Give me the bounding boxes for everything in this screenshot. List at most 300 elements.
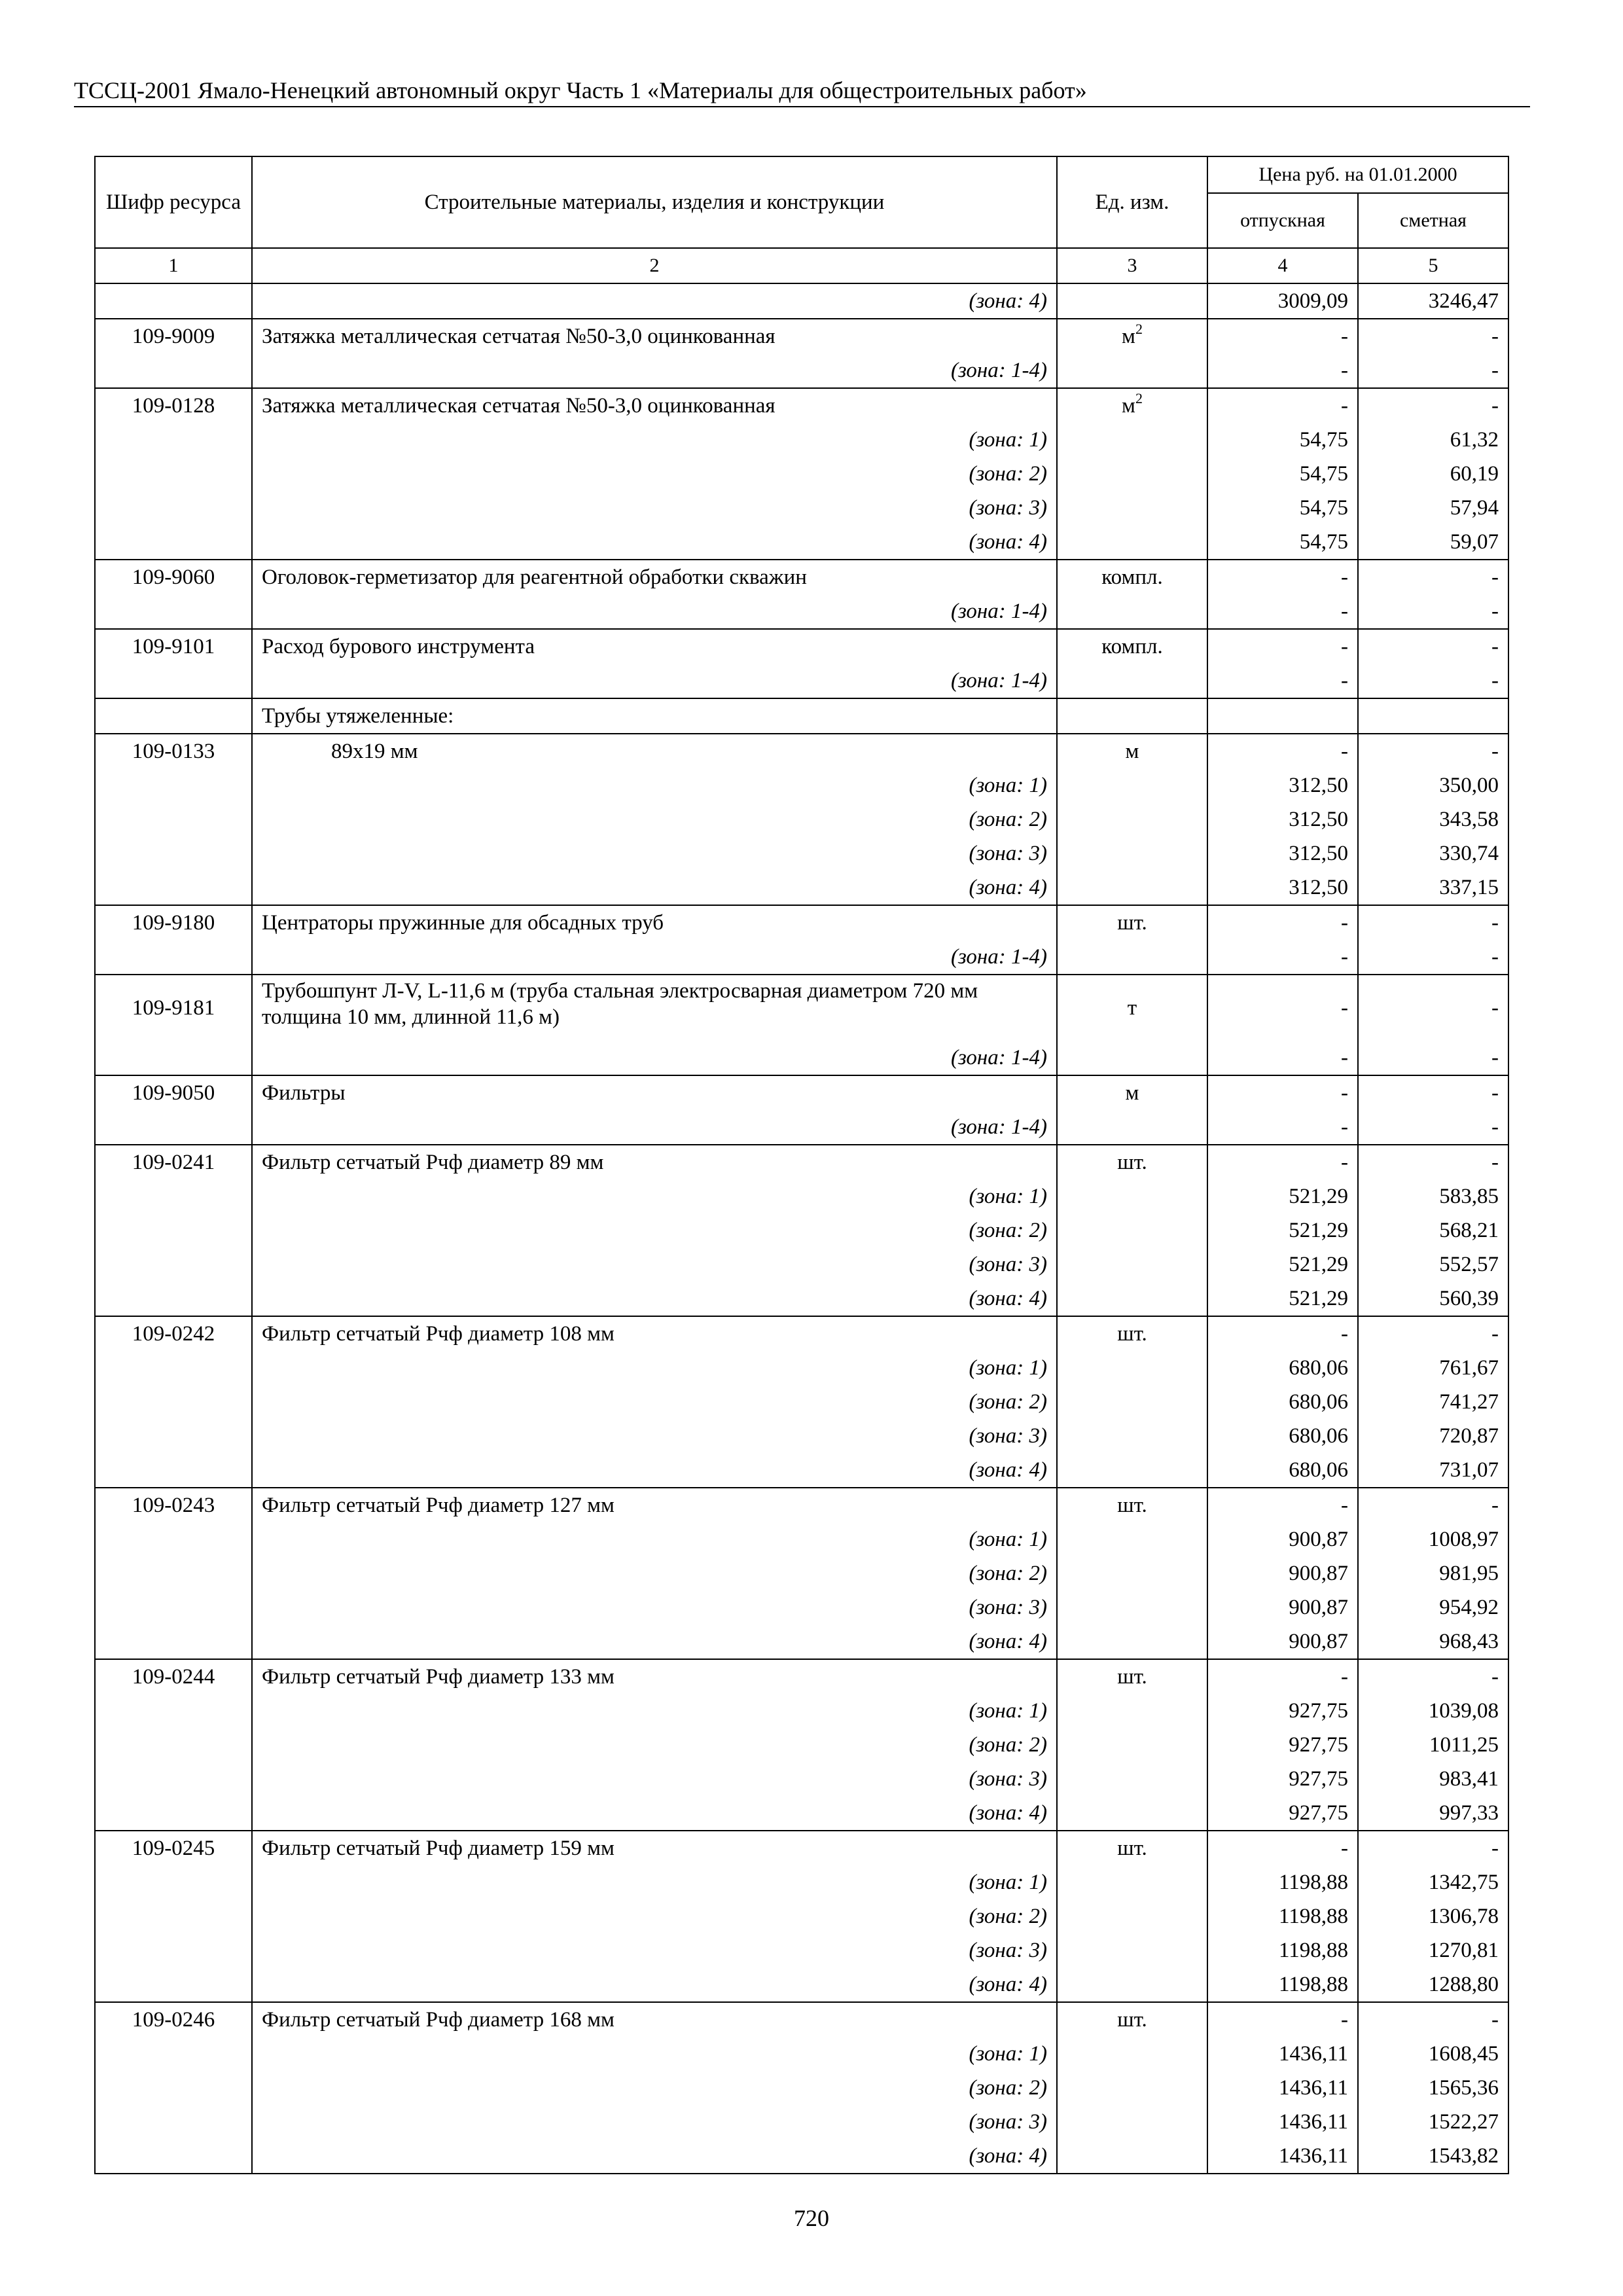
estimate-price: 1288,80	[1358, 1967, 1508, 2002]
unit-label: м	[1122, 325, 1135, 348]
resource-code-empty	[95, 1351, 252, 1385]
estimate-price: 1543,82	[1358, 2139, 1508, 2174]
zone-row	[95, 353, 1508, 388]
zone-row	[95, 1624, 1508, 1659]
unit-label: шт.	[1117, 1151, 1147, 1174]
zone-label: (зона: 1)	[252, 1351, 1057, 1385]
zone-row	[95, 1453, 1508, 1488]
table-row	[95, 1831, 1508, 1865]
resource-code-empty	[95, 1385, 252, 1419]
resource-code-empty	[95, 1967, 252, 2002]
page-header: ТССЦ-2001 Ямало-Ненецкий автономный округ Часть 1 «Материалы для общестроительных работ»	[74, 77, 1087, 103]
release-price: 54,75	[1207, 491, 1358, 525]
estimate-price: 59,07	[1358, 525, 1508, 560]
release-price: 312,50	[1207, 836, 1358, 870]
estimate-price: -	[1358, 664, 1508, 698]
estimate-price: 741,27	[1358, 1385, 1508, 1419]
release-price: 1198,88	[1207, 1933, 1358, 1967]
resource-code-empty	[95, 1213, 252, 1247]
unit-empty	[1057, 1728, 1207, 1762]
release-price: -	[1207, 664, 1358, 698]
resource-code-empty	[95, 1453, 252, 1488]
unit-empty	[1057, 2139, 1207, 2174]
unit-empty	[1057, 1351, 1207, 1385]
column-header-price-group: Цена руб. на 01.01.2000	[1207, 156, 1508, 193]
zone-row	[95, 1899, 1508, 1933]
resource-code: 109-0241	[95, 1145, 252, 1179]
estimate-price: -	[1358, 388, 1508, 423]
zone-label: (зона: 2)	[252, 1213, 1057, 1247]
estimate-price: -	[1358, 629, 1508, 664]
resource-code-empty	[95, 491, 252, 525]
estimate-price: 568,21	[1358, 1213, 1508, 1247]
zone-row	[95, 836, 1508, 870]
unit-empty	[1057, 1556, 1207, 1590]
estimate-price: 761,67	[1358, 1351, 1508, 1385]
release-price: 680,06	[1207, 1385, 1358, 1419]
resource-code-empty	[95, 1110, 252, 1145]
release-price: 900,87	[1207, 1522, 1358, 1556]
zone-row	[95, 1385, 1508, 1419]
unit-empty	[1057, 2037, 1207, 2071]
zone-row	[95, 491, 1508, 525]
unit-empty	[1057, 2071, 1207, 2105]
zone-label: (зона: 2)	[252, 1385, 1057, 1419]
resource-code	[95, 698, 252, 734]
price-table	[94, 156, 1509, 2174]
zone-label: (зона: 1-4)	[252, 940, 1057, 975]
zone-label: (зона: 1-4)	[252, 353, 1057, 388]
unit-cell	[1057, 319, 1207, 353]
estimate-price: 1039,08	[1358, 1694, 1508, 1728]
zone-row	[95, 940, 1508, 975]
resource-code: 109-0244	[95, 1659, 252, 1694]
table-row	[95, 975, 1508, 1041]
zone-row	[95, 1419, 1508, 1453]
material-name: Фильтры	[252, 1075, 1057, 1110]
release-price: -	[1207, 1659, 1358, 1694]
estimate-price: 583,85	[1358, 1179, 1508, 1213]
zone-row	[95, 1041, 1508, 1075]
unit-empty	[1057, 283, 1207, 319]
zone-label: (зона: 1)	[252, 1179, 1057, 1213]
resource-code-empty	[95, 768, 252, 802]
release-price: 312,50	[1207, 768, 1358, 802]
zone-row	[95, 1728, 1508, 1762]
estimate-price: 997,33	[1358, 1796, 1508, 1831]
release-price: 1198,88	[1207, 1865, 1358, 1899]
unit-empty	[1057, 525, 1207, 560]
estimate-price: 343,58	[1358, 802, 1508, 836]
zone-label: (зона: 1)	[252, 1522, 1057, 1556]
zone-row	[95, 1282, 1508, 1316]
zone-label: (зона: 4)	[252, 1624, 1057, 1659]
column-number: 4	[1207, 248, 1358, 283]
resource-code-empty	[95, 1865, 252, 1899]
zone-label: (зона: 4)	[252, 283, 1057, 319]
column-header-estimate: сметная	[1358, 193, 1508, 248]
unit-superscript: 2	[1135, 321, 1143, 337]
release-price: 521,29	[1207, 1247, 1358, 1282]
zone-row	[95, 1522, 1508, 1556]
resource-code-empty	[95, 1419, 252, 1453]
zone-label: (зона: 2)	[252, 1728, 1057, 1762]
zone-label: (зона: 1)	[252, 423, 1057, 457]
unit-empty	[1057, 1694, 1207, 1728]
release-price: -	[1207, 1145, 1358, 1179]
estimate-price: -	[1358, 905, 1508, 940]
resource-code-empty	[95, 283, 252, 319]
table-row	[95, 2002, 1508, 2037]
release-price: 680,06	[1207, 1351, 1358, 1385]
zone-label: (зона: 3)	[252, 491, 1057, 525]
material-name: Фильтр сетчатый Рчф диаметр 89 мм	[252, 1145, 1057, 1179]
material-name: Фильтр сетчатый Рчф диаметр 127 мм	[252, 1488, 1057, 1522]
resource-code-empty	[95, 1247, 252, 1282]
resource-code: 109-9101	[95, 629, 252, 664]
table-row	[95, 1659, 1508, 1694]
estimate-price: -	[1358, 594, 1508, 629]
release-price	[1207, 698, 1358, 734]
unit-cell	[1057, 1488, 1207, 1522]
table-row	[95, 734, 1508, 768]
zone-row	[95, 2139, 1508, 2174]
estimate-price: -	[1358, 1041, 1508, 1075]
zone-label: (зона: 1-4)	[252, 664, 1057, 698]
header-rule	[74, 106, 1530, 107]
unit-empty	[1057, 1624, 1207, 1659]
release-price: 927,75	[1207, 1694, 1358, 1728]
unit-empty	[1057, 1522, 1207, 1556]
resource-code-empty	[95, 2105, 252, 2139]
release-price: 54,75	[1207, 525, 1358, 560]
unit-empty	[1057, 1590, 1207, 1624]
unit-empty	[1057, 836, 1207, 870]
material-name: Фильтр сетчатый Рчф диаметр 159 мм	[252, 1831, 1057, 1865]
unit-empty	[1057, 423, 1207, 457]
zone-row	[95, 283, 1508, 319]
table-row	[95, 319, 1508, 353]
zone-row	[95, 1110, 1508, 1145]
column-header-unit: Ед. изм.	[1057, 156, 1207, 248]
resource-code-empty	[95, 2071, 252, 2105]
zone-row	[95, 802, 1508, 836]
estimate-price: 1342,75	[1358, 1865, 1508, 1899]
column-number: 2	[252, 248, 1057, 283]
unit-empty	[1057, 940, 1207, 975]
resource-code-empty	[95, 594, 252, 629]
estimate-price: -	[1358, 940, 1508, 975]
unit-empty	[1057, 1041, 1207, 1075]
estimate-price: 1306,78	[1358, 1899, 1508, 1933]
unit-empty	[1057, 1247, 1207, 1282]
unit-cell	[1057, 1316, 1207, 1351]
material-name: Фильтр сетчатый Рчф диаметр 133 мм	[252, 1659, 1057, 1694]
page-number: 720	[794, 2205, 829, 2231]
column-number: 5	[1358, 248, 1508, 283]
release-price: -	[1207, 1831, 1358, 1865]
estimate-price: 720,87	[1358, 1419, 1508, 1453]
table-row	[95, 388, 1508, 423]
unit-cell	[1057, 1659, 1207, 1694]
resource-code-empty	[95, 836, 252, 870]
release-price: -	[1207, 1075, 1358, 1110]
unit-empty	[1057, 1453, 1207, 1488]
zone-label: (зона: 2)	[252, 457, 1057, 491]
release-price: 900,87	[1207, 1556, 1358, 1590]
unit-empty	[1057, 1179, 1207, 1213]
release-price: 1436,11	[1207, 2139, 1358, 2174]
zone-row	[95, 1967, 1508, 2002]
material-name: Оголовок-герметизатор для реагентной обработки скважин	[252, 560, 1057, 594]
estimate-price: -	[1358, 1488, 1508, 1522]
resource-code: 109-0246	[95, 2002, 252, 2037]
release-price: 312,50	[1207, 802, 1358, 836]
release-price: -	[1207, 940, 1358, 975]
release-price: -	[1207, 1110, 1358, 1145]
zone-row	[95, 1865, 1508, 1899]
resource-code-empty	[95, 1899, 252, 1933]
resource-code: 109-9009	[95, 319, 252, 353]
unit-empty	[1057, 1762, 1207, 1796]
table-row	[95, 629, 1508, 664]
release-price: 927,75	[1207, 1728, 1358, 1762]
resource-code-empty	[95, 423, 252, 457]
estimate-price: 1522,27	[1358, 2105, 1508, 2139]
estimate-price: 968,43	[1358, 1624, 1508, 1659]
column-number: 3	[1057, 248, 1207, 283]
unit-cell	[1057, 1145, 1207, 1179]
unit-label: м	[1125, 740, 1139, 763]
zone-row	[95, 1694, 1508, 1728]
release-price: 927,75	[1207, 1796, 1358, 1831]
estimate-price: 1565,36	[1358, 2071, 1508, 2105]
zone-row	[95, 1556, 1508, 1590]
estimate-price: -	[1358, 353, 1508, 388]
resource-code-empty	[95, 802, 252, 836]
release-price: 680,06	[1207, 1419, 1358, 1453]
unit-cell	[1057, 905, 1207, 940]
unit-label: шт.	[1117, 1322, 1147, 1346]
release-price: 54,75	[1207, 457, 1358, 491]
resource-code-empty	[95, 2037, 252, 2071]
material-name: Затяжка металлическая сетчатая №50-3,0 оцинкованная	[252, 319, 1057, 353]
zone-row	[95, 870, 1508, 905]
material-name: Затяжка металлическая сетчатая №50-3,0 оцинкованная	[252, 388, 1057, 423]
release-price: -	[1207, 1316, 1358, 1351]
resource-code: 109-9050	[95, 1075, 252, 1110]
zone-row	[95, 768, 1508, 802]
estimate-price: 350,00	[1358, 768, 1508, 802]
zone-row	[95, 1179, 1508, 1213]
unit-label: компл.	[1101, 635, 1163, 658]
unit-cell	[1057, 2002, 1207, 2037]
resource-code-empty	[95, 1933, 252, 1967]
unit-empty	[1057, 1865, 1207, 1899]
resource-code: 109-0245	[95, 1831, 252, 1865]
zone-row	[95, 423, 1508, 457]
unit-empty	[1057, 491, 1207, 525]
resource-code-empty	[95, 1041, 252, 1075]
unit-empty	[1057, 457, 1207, 491]
estimate-price: -	[1358, 1145, 1508, 1179]
release-price: 1436,11	[1207, 2105, 1358, 2139]
unit-cell	[1057, 1831, 1207, 1865]
zone-label: (зона: 2)	[252, 802, 1057, 836]
unit-label: компл.	[1101, 565, 1163, 589]
zone-row	[95, 664, 1508, 698]
unit-cell	[1057, 560, 1207, 594]
estimate-price: -	[1358, 734, 1508, 768]
estimate-price: 1270,81	[1358, 1933, 1508, 1967]
estimate-price: -	[1358, 560, 1508, 594]
unit-empty	[1057, 594, 1207, 629]
zone-row	[95, 594, 1508, 629]
unit-label: м	[1122, 394, 1135, 418]
estimate-price: 552,57	[1358, 1247, 1508, 1282]
table-row	[95, 698, 1508, 734]
estimate-price	[1358, 698, 1508, 734]
resource-code: 109-0133	[95, 734, 252, 768]
unit-empty	[1057, 768, 1207, 802]
resource-code-empty	[95, 1556, 252, 1590]
zone-row	[95, 1351, 1508, 1385]
unit-label: шт.	[1117, 1837, 1147, 1860]
estimate-price: 731,07	[1358, 1453, 1508, 1488]
release-price: -	[1207, 905, 1358, 940]
release-price: -	[1207, 734, 1358, 768]
release-price: -	[1207, 319, 1358, 353]
resource-code-empty	[95, 1694, 252, 1728]
release-price: -	[1207, 2002, 1358, 2037]
release-price: 900,87	[1207, 1590, 1358, 1624]
estimate-price: -	[1358, 2002, 1508, 2037]
unit-empty	[1057, 1419, 1207, 1453]
resource-code-empty	[95, 1590, 252, 1624]
column-number: 1	[95, 248, 252, 283]
estimate-price: -	[1358, 1110, 1508, 1145]
unit-cell	[1057, 975, 1207, 1041]
zone-label: (зона: 3)	[252, 836, 1057, 870]
zone-label: (зона: 2)	[252, 2071, 1057, 2105]
table-row	[95, 1316, 1508, 1351]
release-price: 680,06	[1207, 1453, 1358, 1488]
column-header-code: Шифр ресурса	[95, 156, 252, 248]
material-name: Центраторы пружинные для обсадных труб	[252, 905, 1057, 940]
estimate-price: 1008,97	[1358, 1522, 1508, 1556]
unit-label: шт.	[1117, 1665, 1147, 1689]
release-price: -	[1207, 629, 1358, 664]
zone-label: (зона: 1-4)	[252, 1110, 1057, 1145]
table-row	[95, 905, 1508, 940]
unit-label: т	[1127, 996, 1137, 1020]
zone-label: (зона: 3)	[252, 1419, 1057, 1453]
unit-empty	[1057, 664, 1207, 698]
release-price: -	[1207, 1488, 1358, 1522]
release-price: -	[1207, 560, 1358, 594]
unit-cell	[1057, 388, 1207, 423]
estimate-price: 3246,47	[1358, 283, 1508, 319]
column-header-name: Строительные материалы, изделия и конструкции	[252, 156, 1057, 248]
zone-label: (зона: 2)	[252, 1556, 1057, 1590]
zone-row	[95, 1247, 1508, 1282]
zone-label: (зона: 4)	[252, 1453, 1057, 1488]
zone-label: (зона: 4)	[252, 525, 1057, 560]
estimate-price: 981,95	[1358, 1556, 1508, 1590]
zone-label: (зона: 1-4)	[252, 1041, 1057, 1075]
table-row	[95, 1488, 1508, 1522]
unit-label: шт.	[1117, 2008, 1147, 2032]
zone-row	[95, 1213, 1508, 1247]
release-price: 1436,11	[1207, 2071, 1358, 2105]
resource-code-empty	[95, 457, 252, 491]
zone-label: (зона: 4)	[252, 1967, 1057, 2002]
zone-label: (зона: 1)	[252, 1865, 1057, 1899]
unit-empty	[1057, 1933, 1207, 1967]
release-price: 927,75	[1207, 1762, 1358, 1796]
release-price: 1436,11	[1207, 2037, 1358, 2071]
unit-empty	[1057, 1967, 1207, 2002]
release-price: -	[1207, 353, 1358, 388]
unit-empty	[1057, 1385, 1207, 1419]
zone-label: (зона: 4)	[252, 1282, 1057, 1316]
resource-code-empty	[95, 664, 252, 698]
zone-row	[95, 1933, 1508, 1967]
zone-row	[95, 1796, 1508, 1831]
zone-row	[95, 525, 1508, 560]
estimate-price: 560,39	[1358, 1282, 1508, 1316]
estimate-price: -	[1358, 975, 1508, 1041]
table-row	[95, 1075, 1508, 1110]
column-header-release: отпускная	[1207, 193, 1358, 248]
zone-label: (зона: 3)	[252, 1933, 1057, 1967]
release-price: -	[1207, 594, 1358, 629]
estimate-price: -	[1358, 319, 1508, 353]
zone-label: (зона: 1)	[252, 2037, 1057, 2071]
estimate-price: -	[1358, 1659, 1508, 1694]
unit-empty	[1057, 1213, 1207, 1247]
resource-code-empty	[95, 1179, 252, 1213]
release-price: 521,29	[1207, 1282, 1358, 1316]
estimate-price: 1608,45	[1358, 2037, 1508, 2071]
resource-code: 109-0242	[95, 1316, 252, 1351]
resource-code-empty	[95, 1728, 252, 1762]
estimate-price: 61,32	[1358, 423, 1508, 457]
resource-code: 109-9181	[95, 975, 252, 1041]
release-price: -	[1207, 975, 1358, 1041]
zone-label: (зона: 4)	[252, 870, 1057, 905]
unit-empty	[1057, 1110, 1207, 1145]
zone-row	[95, 2105, 1508, 2139]
release-price: 1198,88	[1207, 1967, 1358, 2002]
column-numbers-row	[95, 248, 1508, 283]
release-price: 312,50	[1207, 870, 1358, 905]
material-name: Расход бурового инструмента	[252, 629, 1057, 664]
zone-label: (зона: 2)	[252, 1899, 1057, 1933]
zone-label: (зона: 3)	[252, 1590, 1057, 1624]
unit-label: шт.	[1117, 911, 1147, 935]
resource-code-empty	[95, 525, 252, 560]
release-price: 521,29	[1207, 1179, 1358, 1213]
unit-cell	[1057, 734, 1207, 768]
resource-code: 109-9180	[95, 905, 252, 940]
unit-empty	[1057, 1282, 1207, 1316]
resource-code-empty	[95, 1624, 252, 1659]
table-row	[95, 560, 1508, 594]
resource-code-empty	[95, 1762, 252, 1796]
resource-code: 109-0128	[95, 388, 252, 423]
unit-empty	[1057, 802, 1207, 836]
